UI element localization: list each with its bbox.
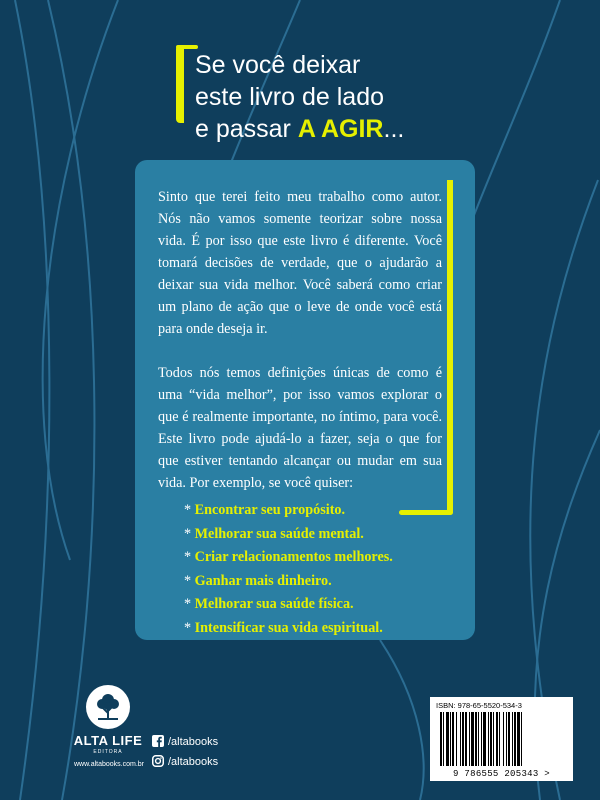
headline-line-3-suffix: ... bbox=[383, 115, 405, 143]
list-bullet: * bbox=[184, 572, 192, 589]
list-bullet: * bbox=[184, 502, 192, 518]
list-item-text: Intensificar sua vida espiritual. bbox=[194, 619, 383, 636]
headline bbox=[195, 49, 595, 145]
isbn-label: ISBN: 978-65-5520-534-3 bbox=[436, 701, 522, 710]
headline-line-3 bbox=[195, 113, 595, 145]
publisher-brand: ALTA LIFE bbox=[73, 733, 143, 748]
instagram-link[interactable] bbox=[152, 755, 218, 769]
headline-accent-bar bbox=[176, 45, 184, 123]
list-item-text: Ganhar mais dinheiro. bbox=[194, 572, 332, 589]
list-bullet: * bbox=[184, 619, 192, 636]
goals-list bbox=[184, 499, 464, 640]
tree-logo-icon bbox=[86, 685, 130, 729]
list-item bbox=[184, 570, 464, 594]
list-item bbox=[184, 593, 464, 617]
instagram-handle: /altabooks bbox=[168, 756, 219, 768]
list-item-text: Encontrar seu propósito. bbox=[194, 502, 346, 518]
paragraph-2: Todos nós temos definições únicas de como é uma “vida melhor”, por isso vamos explorar o que é realmente importante, no íntimo, para você. Este livro pode ajudá-lo a fazer, seja o que for que estiver tentando alcançar ou mudar em sua vida. Por exemplo, se você quiser: bbox=[158, 365, 442, 491]
panel-accent-vertical bbox=[447, 180, 453, 515]
facebook-handle: /altabooks bbox=[168, 736, 219, 748]
list-item bbox=[184, 546, 464, 570]
list-item-text: Melhorar sua saúde física. bbox=[194, 596, 354, 612]
headline-accent-text: A AGIR bbox=[297, 115, 384, 143]
list-item-text: Melhorar sua saúde mental. bbox=[194, 525, 364, 542]
instagram-icon bbox=[152, 755, 164, 767]
publisher-sub: EDITORA bbox=[93, 749, 123, 755]
facebook-icon bbox=[152, 735, 164, 747]
list-item bbox=[184, 523, 464, 547]
body-text bbox=[158, 186, 442, 516]
panel-accent-bar bbox=[447, 180, 453, 515]
headline-line-2: este livro de lado bbox=[195, 83, 385, 111]
list-bullet: * bbox=[184, 525, 192, 542]
publisher-url[interactable]: www.altabooks.com.br bbox=[73, 761, 145, 768]
list-item-text: Criar relacionamentos melhores. bbox=[194, 549, 393, 565]
headline-line-1: Se você deixar bbox=[195, 51, 361, 79]
list-bullet: * bbox=[184, 596, 192, 612]
barcode-panel bbox=[430, 697, 573, 781]
list-item bbox=[184, 499, 464, 523]
barcode-digits: 9 786555 205343 > bbox=[453, 769, 550, 779]
barcode-bars bbox=[438, 712, 565, 768]
paragraph-1: Sinto que terei feito meu trabalho como autor. Nós não vamos somente teorizar sobre nossa vida. É por isso que este livro é diferente. Você tomará decisões de verdade, que o ajudarão a deixar sua vida melhor. Você saberá como criar um plano de ação que o leve de onde você está para onde deseja ir. bbox=[158, 189, 442, 337]
headline-line-3-prefix: e passar bbox=[195, 115, 298, 143]
list-item bbox=[184, 617, 464, 641]
facebook-link[interactable] bbox=[152, 735, 218, 749]
list-bullet: * bbox=[184, 549, 192, 565]
